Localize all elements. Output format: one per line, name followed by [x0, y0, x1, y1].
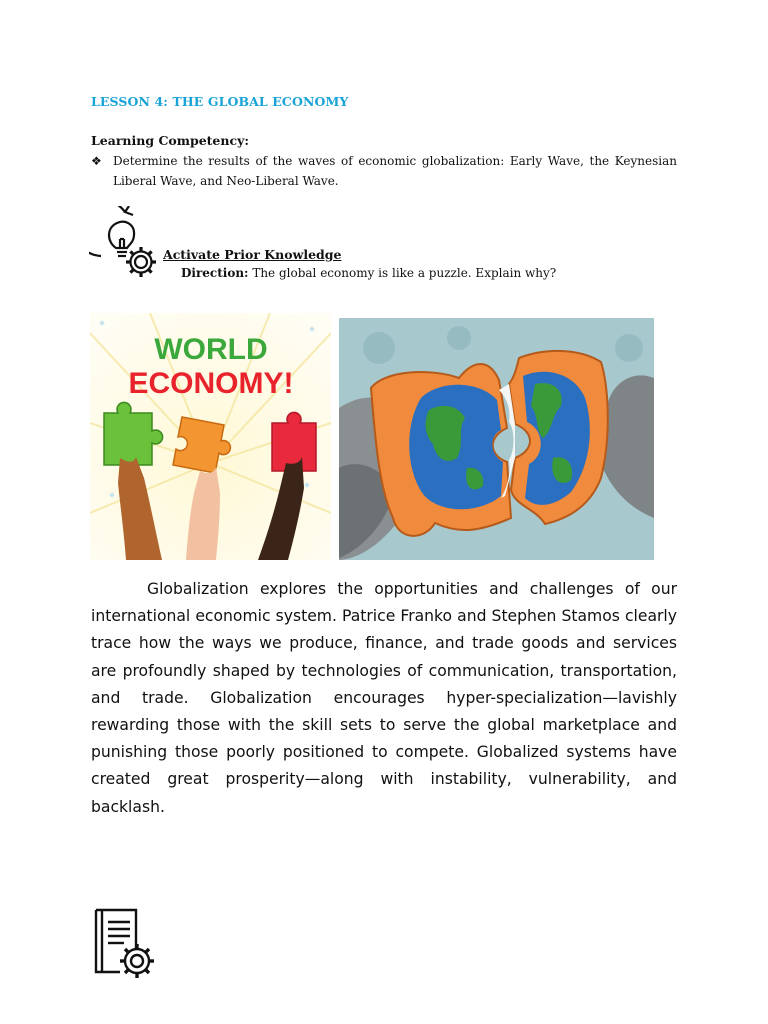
- competency-label: Learning Competency:: [91, 133, 249, 148]
- direction-text: The global economy is like a puzzle. Explain why?: [248, 266, 557, 280]
- activity-title: Activate Prior Knowledge: [163, 247, 342, 262]
- activity-direction: [181, 266, 556, 280]
- competency-bullet: [91, 151, 677, 191]
- bullet-diamond-icon: ❖: [91, 154, 102, 168]
- puzzle-globe-illustration: [339, 318, 654, 560]
- competency-text: Determine the results of the waves of economic globalization: Early Wave, the Keynesian Liberal Wave, and Neo-Liberal Wave.: [113, 154, 677, 188]
- lightbulb-gear-icon: [89, 206, 159, 278]
- lesson-title: LESSON 4: THE GLOBAL ECONOMY: [91, 94, 349, 109]
- world-text: WORLD: [154, 333, 268, 366]
- economy-text: ECONOMY!: [128, 367, 294, 400]
- body-paragraph: Globalization explores the opportunities and challenges of our international economic system. Patrice Franko and Stephen Stamos clearly trace how the ways we produce, finance, and trade goods and services are profoundly shaped by technologies of communication, transportation, and trade. Globalization encourages hyper-specialization—lavishly rewarding those with the skill sets to serve the global marketplace and punishing those poorly positioned to compete. Globalized systems have created great prosperity—along with instability, vulnerability, and backlash.: [91, 580, 677, 816]
- book-gear-icon: [90, 906, 158, 981]
- direction-label: Direction:: [181, 266, 249, 280]
- world-economy-illustration: [90, 313, 331, 560]
